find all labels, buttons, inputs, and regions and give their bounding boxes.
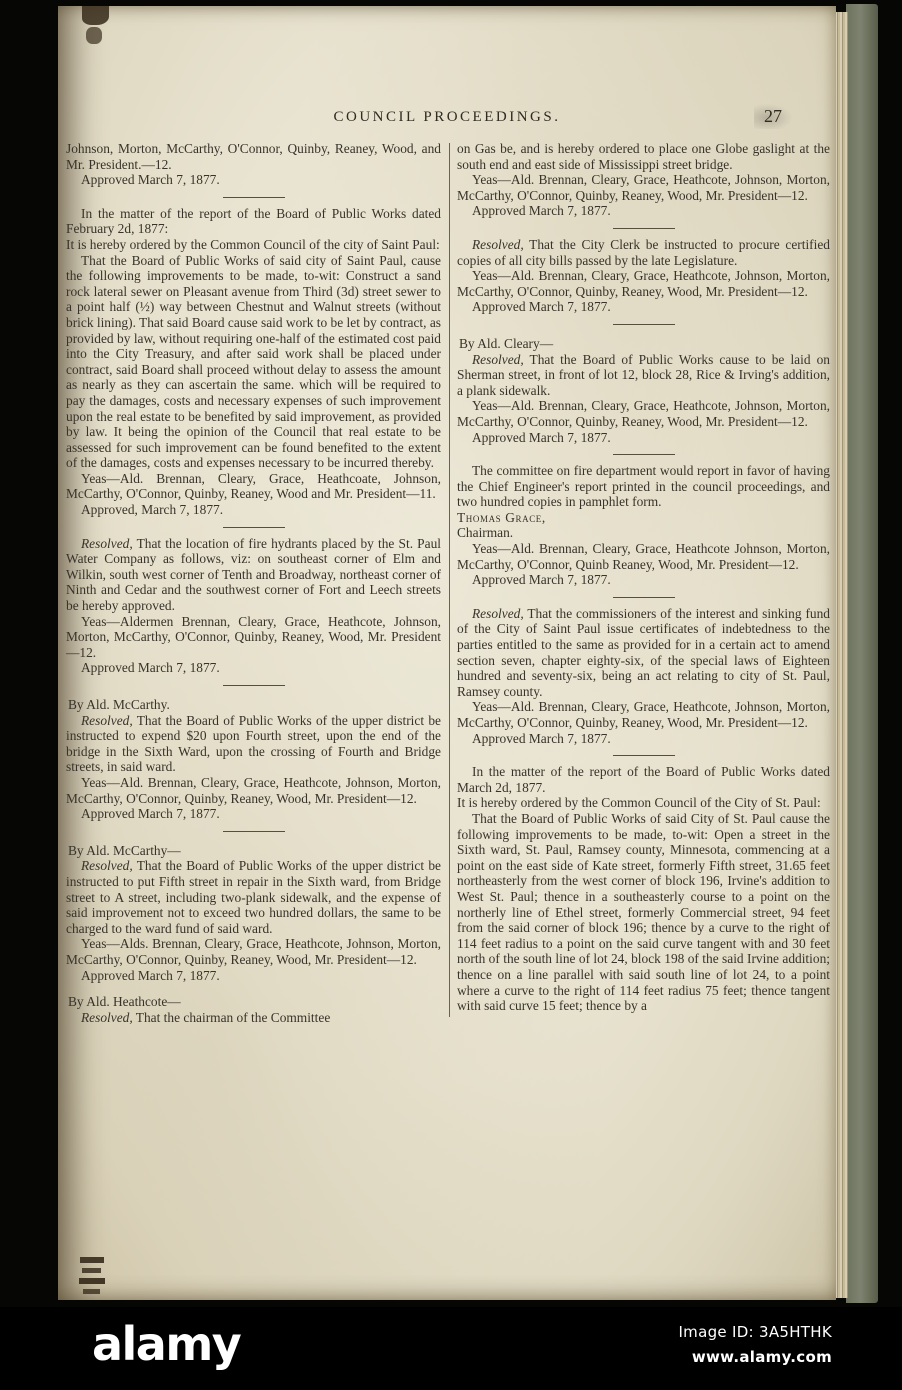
resolved-lead: Resolved, bbox=[472, 351, 524, 367]
text-columns bbox=[58, 141, 836, 1025]
alamy-url: www.alamy.com bbox=[691, 1348, 832, 1366]
section-rule bbox=[613, 228, 675, 229]
paragraph: Approved March 7, 1877. bbox=[472, 299, 611, 315]
resolved-lead: Resolved, bbox=[81, 1009, 133, 1025]
paragraph: Thomas Grace, bbox=[457, 509, 546, 525]
paragraph: The committee on fire department would report in favor of having the Chief Engineer's report printed in the council proceedings, and two hundred copies in pamphlet form. bbox=[457, 463, 830, 510]
page-header bbox=[58, 106, 836, 126]
paragraph: Approved, March 7, 1877. bbox=[81, 502, 224, 518]
binding-mark bbox=[79, 1278, 105, 1284]
section-rule bbox=[223, 197, 285, 198]
paragraph: Chairman. bbox=[457, 525, 514, 541]
resolution-paragraph: Resolved, That the City Clerk be instructed to procure certified copies of all city bills passed by the late Legislature. bbox=[457, 236, 830, 268]
resolved-lead: Resolved, bbox=[81, 858, 133, 874]
resolution-paragraph: Resolved, That the Board of Public Works cause to be laid on Sherman street, in front of lot 12, block 28, Rice & Irving's addition, a plank sidewalk. bbox=[457, 351, 830, 398]
section-rule bbox=[223, 527, 285, 528]
binding-mark bbox=[82, 6, 109, 25]
paragraph: Approved March 7, 1877. bbox=[81, 660, 220, 676]
paragraph: In the matter of the report of the Board of Public Works dated March 2d, 1877. bbox=[457, 764, 830, 795]
paragraph: Approved March 7, 1877. bbox=[81, 172, 220, 188]
image-meta bbox=[678, 1323, 832, 1366]
paragraph: By Ald. Cleary— bbox=[459, 335, 554, 351]
section-rule bbox=[613, 454, 675, 455]
resolution-paragraph: Resolved, That the commissioners of the interest and sinking fund of the City of Saint Paul issue certificates of indebtedness to the parties entitled to the same as provided for in a certain act to amend section seven, chapter eighty-six, of the special laws of Eighteen hundred and seventy-six, being an act relating to city of St. Paul, Ramsey county. bbox=[457, 605, 830, 699]
section-rule bbox=[613, 324, 675, 325]
image-id: Image ID: 3A5HTHK bbox=[678, 1323, 832, 1341]
paragraph: Yeas—Ald. Brennan, Cleary, Grace, Heathcote, Johnson, Morton, McCarthy, O'Connor, Quinby, Reaney, Wood, Mr. President—12. bbox=[457, 172, 830, 203]
resolved-lead: Resolved, bbox=[472, 236, 524, 252]
resolved-lead: Resolved, bbox=[81, 535, 133, 551]
resolved-lead: Resolved, bbox=[472, 605, 524, 621]
column-right bbox=[457, 141, 830, 1025]
book-page bbox=[58, 6, 836, 1300]
paragraph: By Ald. McCarthy. bbox=[68, 697, 170, 712]
resolution-paragraph: Resolved, That the Board of Public Works of the upper district be instructed to put Fifth street in repair in the Sixth ward, from Bridge street to A street, including two-plank sidewalk, and the expense of said improvement not to exceed two hundred dollars, the same to be charged to the ward fund of said ward. bbox=[66, 858, 441, 936]
watermark-bar bbox=[0, 1307, 902, 1390]
paragraph: Approved March 7, 1877. bbox=[472, 572, 611, 588]
section-rule bbox=[613, 597, 675, 598]
paragraph: Yeas—Ald. Brennan, Cleary, Grace, Heathcote, Johnson, Morton, McCarthy, O'Connor, Quinby, Reaney, Wood, Mr. President—12. bbox=[457, 268, 830, 299]
binding-mark bbox=[82, 1268, 101, 1273]
paragraph: Yeas—Ald. Brennan, Cleary, Grace, Heathcoate, Johnson, McCarthy, O'Connor, Quinby, Reaney, Wood and Mr. President—11. bbox=[66, 470, 441, 502]
resolution-paragraph: Resolved, That the Board of Public Works of the upper district be instructed to expend $20 upon Fourth street, upon the end of the bridge in the Sixth Ward, upon the crossing of Fourth and Bridge streets, in said ward. bbox=[66, 712, 441, 775]
section-rule bbox=[223, 831, 285, 832]
paragraph: Yeas—Ald. Brennan, Cleary, Grace, Heathcote, Johnson, Morton, McCarthy, O'Connor, Quinby, Reaney, Wood, Mr. President—12. bbox=[457, 699, 830, 730]
paragraph: It is hereby ordered by the Common Council of the City of St. Paul: bbox=[457, 795, 821, 811]
running-head: COUNCIL PROCEEDINGS. bbox=[333, 109, 561, 125]
paragraph: on Gas be, and is hereby ordered to place one Globe gaslight at the south end and east side of Mississippi street bridge. bbox=[457, 141, 830, 172]
paragraph: Yeas—Aldermen Brennan, Cleary, Grace, Heathcote, Johnson, Morton, McCarthy, O'Connor, Quinby, Reaney, Wood, Mr. President—12. bbox=[66, 613, 441, 660]
paragraph: Approved March 7, 1877. bbox=[81, 806, 220, 822]
section-rule bbox=[223, 685, 285, 686]
paragraph: Yeas—Ald. Brennan, Cleary, Grace, Heathcote Johnson, Morton, McCarthy, O'Connor, Quinb Reaney, Wood, Mr. President—12. bbox=[457, 541, 830, 572]
paragraph: Approved March 7, 1877. bbox=[81, 967, 220, 983]
binding-mark bbox=[83, 1289, 100, 1294]
paragraph: It is hereby ordered by the Common Council of the city of Saint Paul: bbox=[66, 236, 440, 252]
column-divider bbox=[449, 143, 450, 1017]
page-number: 27 bbox=[754, 104, 792, 129]
paragraph: Yeas—Ald. Brennan, Cleary, Grace, Heathcote, Johnson, Morton, McCarthy, O'Connor, Quinby, Reaney, Wood, Mr. President—12. bbox=[66, 774, 441, 806]
paragraph: By Ald. Heathcote— bbox=[68, 994, 181, 1010]
resolution-paragraph: Resolved, That the location of fire hydrants placed by the St. Paul Water Company as follows, viz: on southeast corner of Elm and Wilkin, south west corner of Tenth and Broadway, northeast corner of Ninth and Cedar and the southwest corner of Fort and Leech streets be hereby approved. bbox=[66, 535, 441, 614]
paragraph: Johnson, Morton, McCarthy, O'Connor, Quinby, Reaney, Wood, and Mr. President.—12. bbox=[66, 141, 441, 172]
binding-mark bbox=[80, 1257, 104, 1263]
paragraph: Approved March 7, 1877. bbox=[472, 730, 611, 746]
alamy-logo: alamy bbox=[92, 1317, 241, 1371]
section-rule bbox=[613, 755, 675, 756]
resolved-lead: Resolved, bbox=[81, 712, 133, 728]
paragraph: That the Board of Public Works of said city of Saint Paul, cause the following improvements to be made, to-wit: Construct a sand rock lateral sewer on Pleasant avenue from Third (3d) street sewer to a point half (½) way between Chestnut and Walnut streets (without brick lining). That said Board cause said work to be let by contract, as provided by law, without requiring one-half of the estimated cost paid into the City Treasury, and after said work shall be placed under contract, said Board shall proceed without delay to assess the amount as nearly as they can ascertain the same. which will be required to pay the damages, costs and necessary expenses of such improvement upon the real estate to be benefited by said improvement, as provided by law. It being the opinion of the Council that real estate to be assessed for such improvement can be found benefited to the extent of the damages, costs and expenses necessary to be incurred thereby. bbox=[66, 252, 441, 471]
column-left bbox=[66, 141, 441, 1025]
paragraph: Yeas—Alds. Brennan, Cleary, Grace, Heathcote, Johnson, Morton, McCarthy, O'Connor, Quinby, Reaney, Wood, Mr. President—12. bbox=[66, 936, 441, 967]
paragraph: Approved March 7, 1877. bbox=[472, 203, 611, 219]
paragraph: In the matter of the report of the Board of Public Works dated February 2d, 1877: bbox=[66, 205, 441, 237]
binding-mark bbox=[86, 27, 102, 44]
resolution-paragraph: Resolved, That the chairman of the Committee bbox=[81, 1009, 331, 1025]
paragraph: That the Board of Public Works of said City of St. Paul cause the following improvements to be made, to-wit: Open a street in the Sixth ward, St. Paul, Ramsey county, Minnesota, commencing at a point on the east side of Kate street, formerly Fifth street, 31.65 feet northeasterly from the west corner of block 196, Irvine's addition to West St. Paul; thence in a southeasterly course to a point on the northerly line of Ethel street, formerly Commercial street, 94 feet from the said corner of block 196; thence by a curve to the right of 114 feet radius to a point on the said curve tangent with and 30 feet north of the south line of lot 24, block 198 of the said Irvine addition; thence on a line parallel with said south line of lot 24, to a point where a curve to the right of 114 feet radius 75 feet; thence tangent with said curve 15 feet; thence by a bbox=[457, 810, 830, 1014]
paragraph: By Ald. McCarthy— bbox=[68, 842, 181, 858]
paragraph: Yeas—Ald. Brennan, Cleary, Grace, Heathcote, Johnson, Morton, McCarthy, O'Connor, Quinby, Reaney, Wood, Mr. President—12. bbox=[457, 398, 830, 429]
book-cover-edge bbox=[846, 4, 878, 1303]
paragraph: Approved March 7, 1877. bbox=[472, 429, 611, 445]
